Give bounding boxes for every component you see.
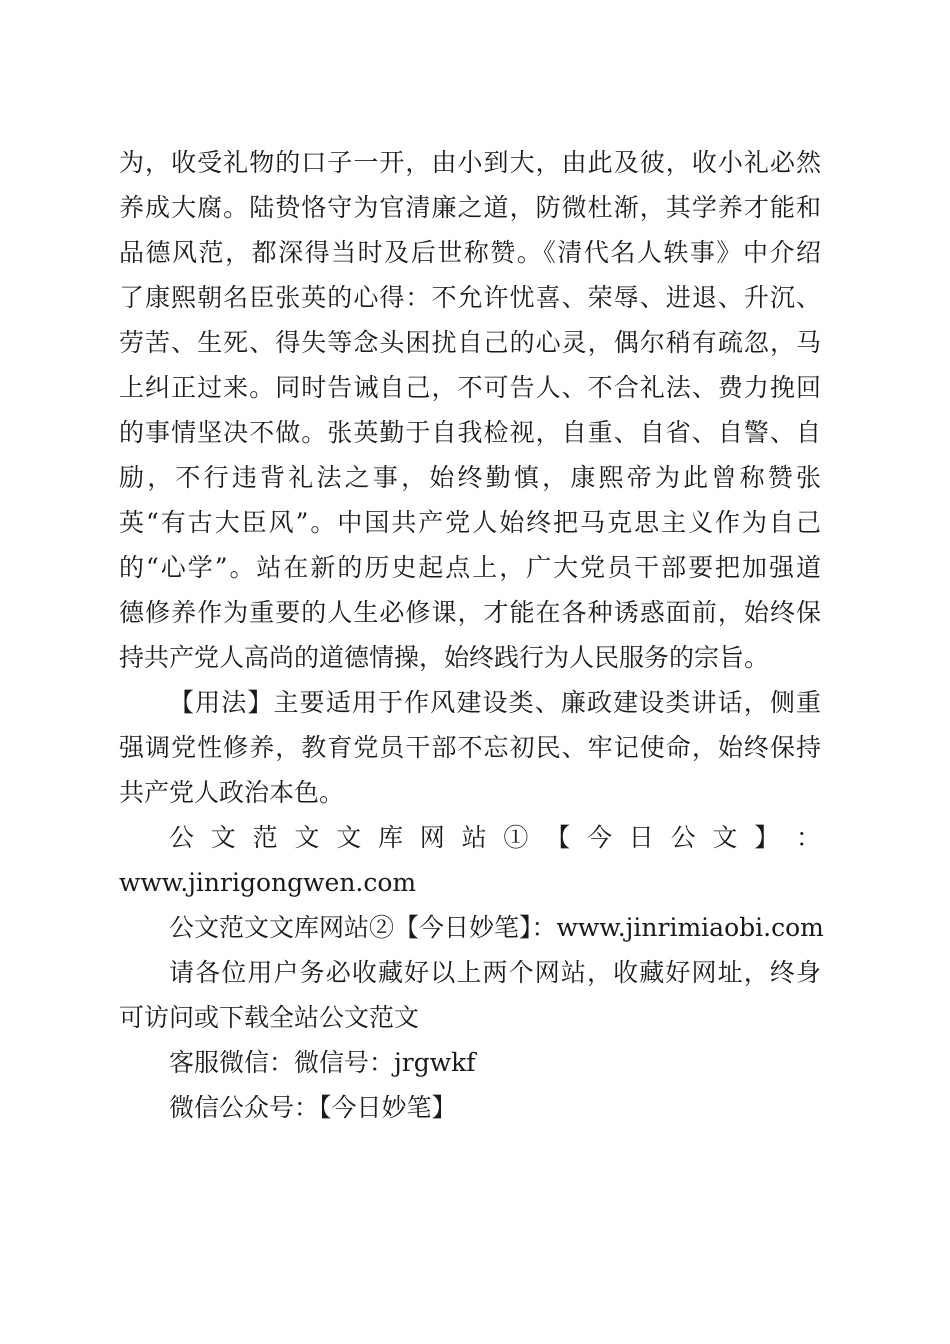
usage-paragraph [119,680,821,815]
site2-text[interactable]: 公文范文文库网站②【今日妙笔】：www.jinrimiaobi.com [169,913,824,942]
text-line: 了康熙朝名臣张英的心得：不允许忧喜、荣辱、进退、升沉、 [119,283,821,312]
text-line: 的“心学”。站在新的历史起点上，广大党员干部要把加强道 [119,553,821,582]
wechat-account-paragraph [119,1085,821,1130]
wechat-service: 客服微信：微信号：jrgwkf [169,1048,476,1077]
wechat-service-paragraph [119,1040,821,1085]
main-paragraph [119,140,821,680]
text-line: 上纠正过来。同时告诫自己，不可告人、不合礼法、费力挽回 [119,373,821,402]
site1-title: 公 文 范 文 文 库 网 站 ① 【 今 日 公 文 】 ： [169,823,821,852]
text-line: 【用法】主要适用于作风建设类、廉政建设类讲话，侧重 [169,688,821,717]
text-line: 德修养作为重要的人生必修课，才能在各种诱惑面前，始终保 [119,598,821,627]
text-line: 英“有古大臣风”。中国共产党人始终把马克思主义作为自己 [119,508,821,537]
document-body [119,140,824,1130]
text-line: 共产党人政治本色。 [119,778,345,807]
text-line: 强调党性修养，教育党员干部不忘初民、牢记使命，始终保持 [119,733,821,762]
text-line: 为，收受礼物的口子一开，由小到大，由此及彼，收小礼必然 [119,148,821,177]
text-line: 可访问或下载全站公文范文 [119,1003,420,1032]
wechat-account: 微信公众号：【今日妙笔】 [169,1093,457,1122]
notice-paragraph [119,950,821,1040]
text-line: 励，不行违背礼法之事，始终勤慎，康熙帝为此曾称赞张 [119,463,821,492]
site1-url[interactable]: www.jinrigongwen.com [119,868,417,897]
text-line: 请各位用户务必收藏好以上两个网站，收藏好网址，终身 [169,958,821,987]
site1-paragraph [119,815,821,905]
text-line: 品德风范，都深得当时及后世称赞。《清代名人轶事》中介绍 [119,238,821,267]
text-line: 持共产党人高尚的道德情操，始终践行为人民服务的宗旨。 [119,643,770,672]
text-line: 劳苦、生死、得失等念头困扰自己的心灵，偶尔稍有疏忽，马 [119,328,821,357]
site2-paragraph [119,905,824,950]
text-line: 的事情坚决不做。张英勤于自我检视，自重、自省、自警、自 [119,418,821,447]
text-line: 养成大腐。陆贽恪守为官清廉之道，防微杜渐，其学养才能和 [119,193,821,222]
